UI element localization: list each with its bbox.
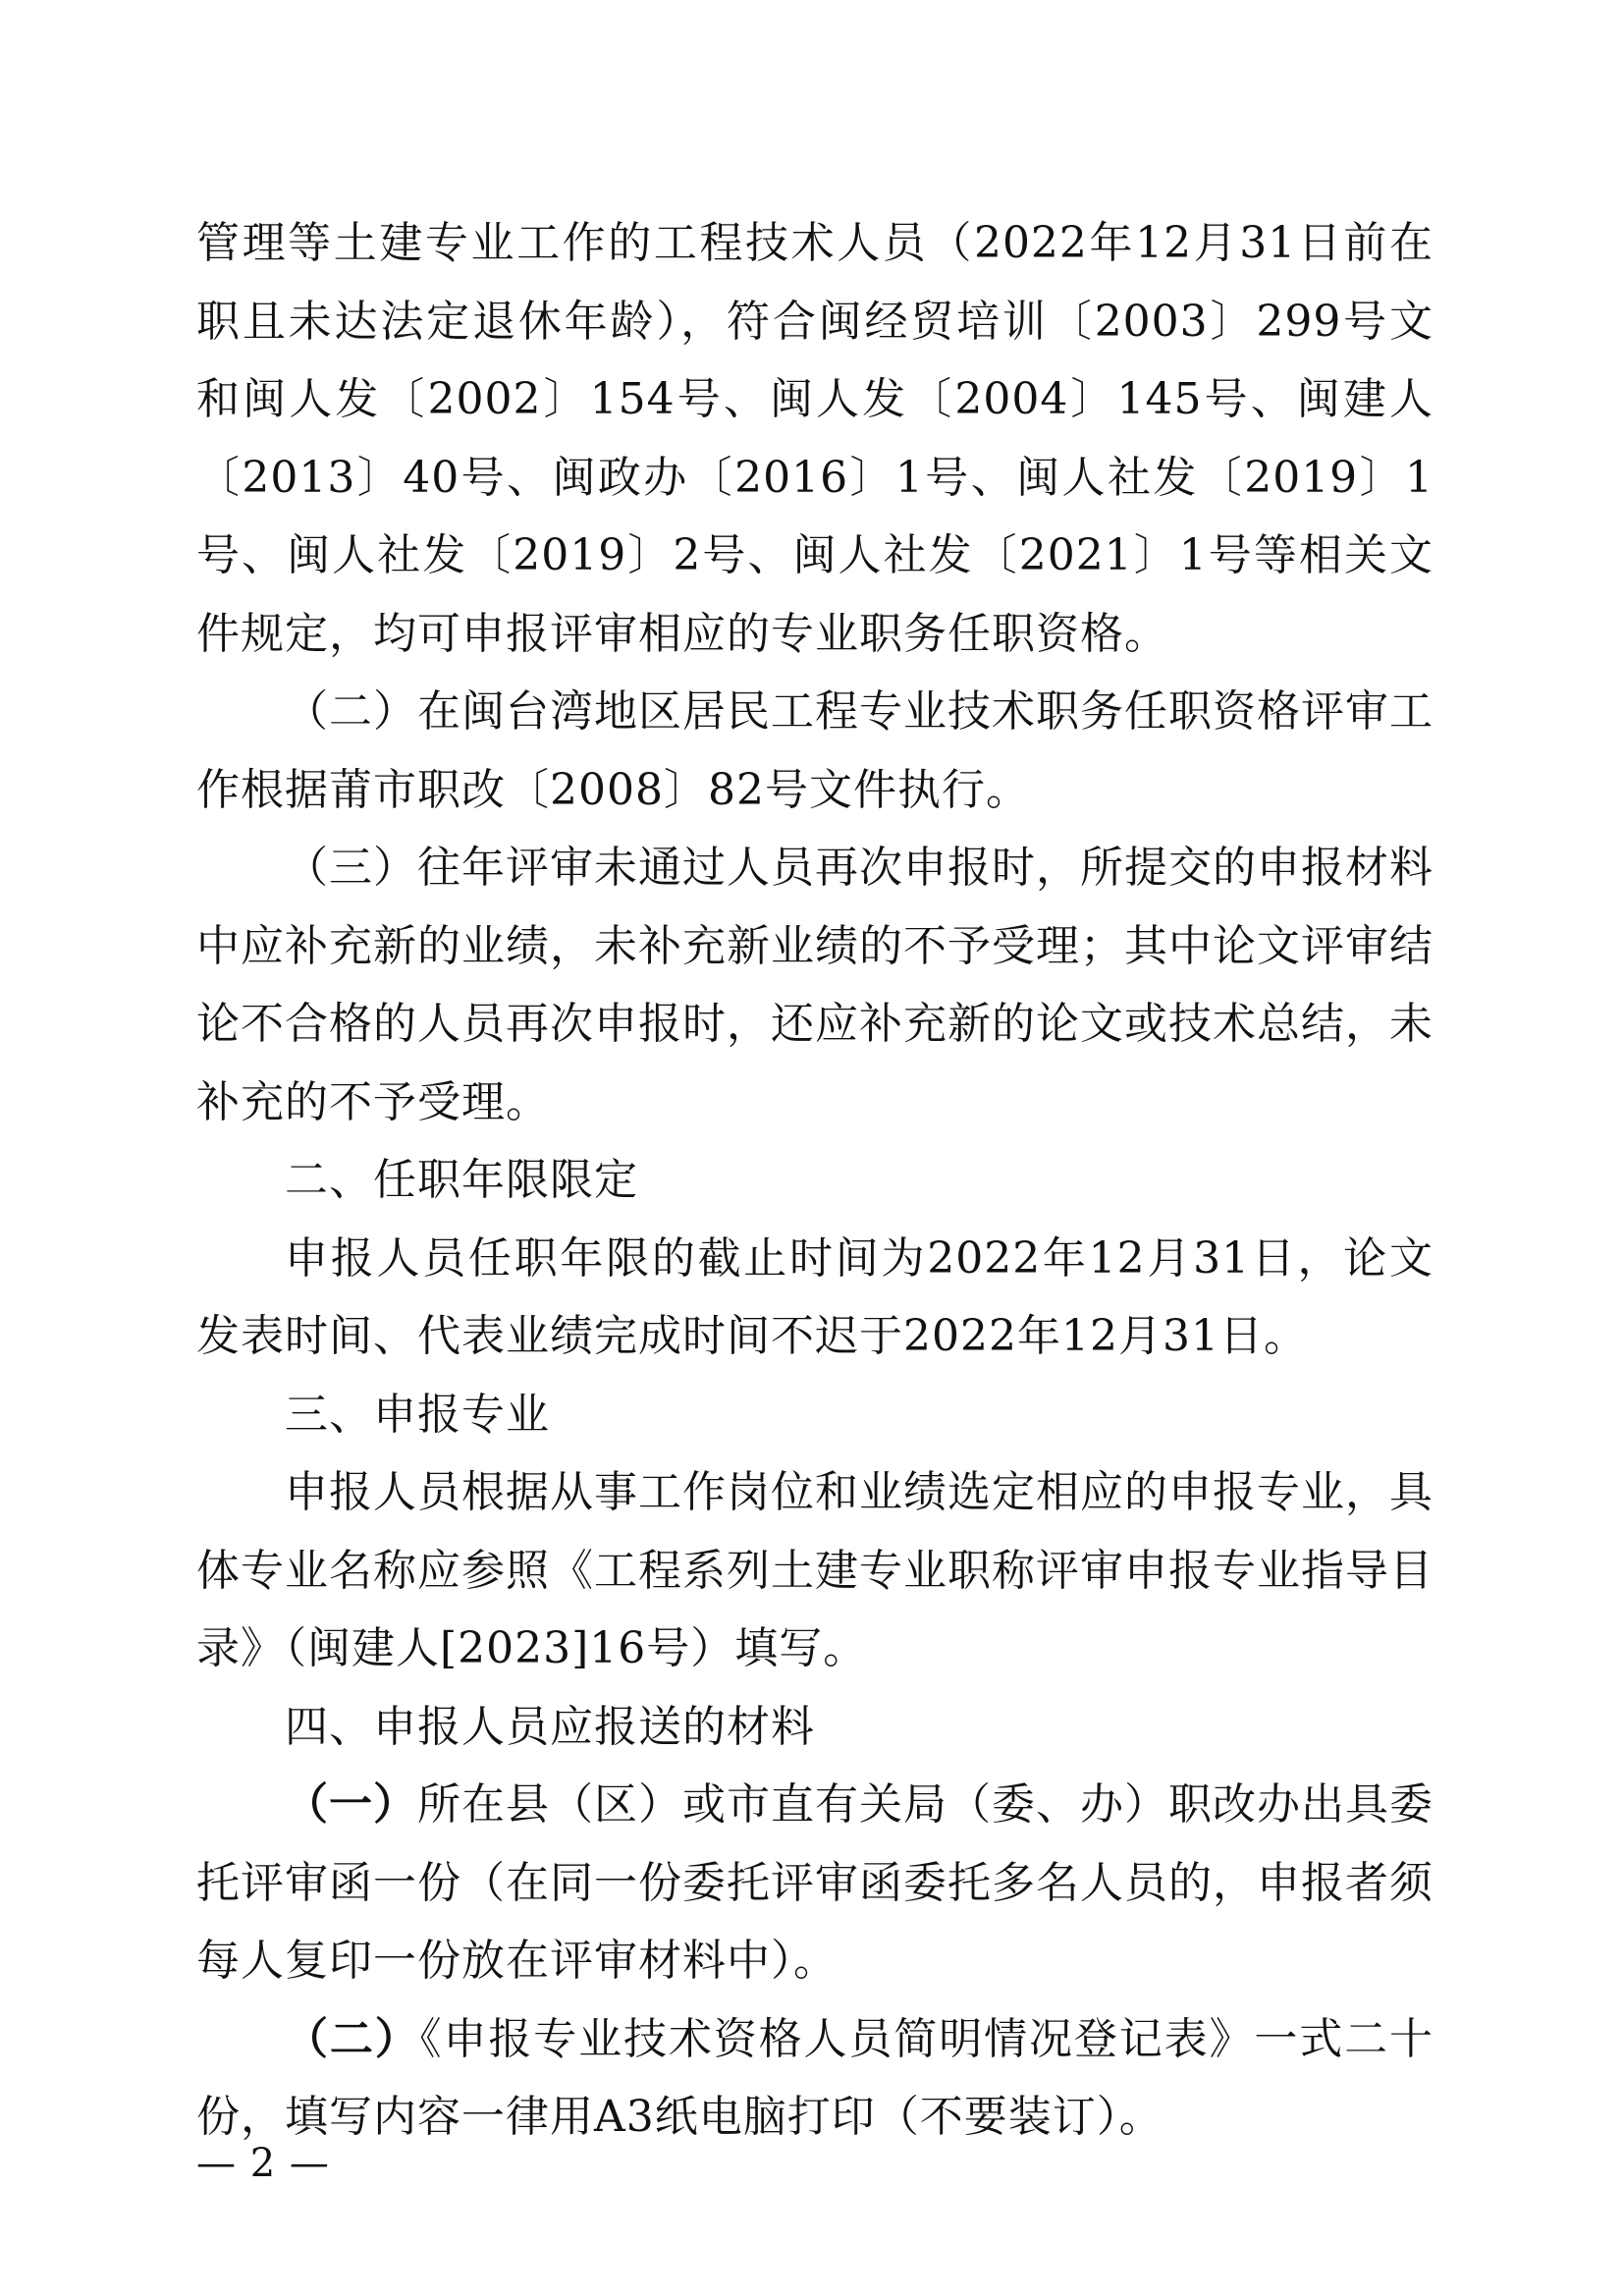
item-text: 《申报专业技术资格人员简明情况登记表》一式二十份，填写内容一律用A3纸电脑打印（不要装订）。 bbox=[196, 2013, 1434, 2142]
paragraph-materials-letter bbox=[196, 1766, 1434, 2000]
paragraph-materials-form bbox=[196, 2000, 1434, 2157]
section-heading-specialty: 三、申报专业 bbox=[285, 1389, 550, 1440]
item-marker: （二） bbox=[285, 2013, 420, 2064]
section-heading-materials: 四、申报人员应报送的材料 bbox=[285, 1701, 815, 1752]
paragraph-taiwan-residents: （二）在闽台湾地区居民工程专业技术职务任职资格评审工作根据莆市职改〔2008〕82号文件执行。 bbox=[196, 686, 1434, 815]
paragraph-tenure-deadline: 申报人员任职年限的截止时间为2022年12月31日，论文发表时间、代表业绩完成时间不迟于2022年12月31日。 bbox=[196, 1232, 1434, 1361]
document-body bbox=[196, 204, 1434, 2157]
page-number: — 2 — bbox=[196, 2141, 330, 2186]
paragraph-eligibility: 管理等土建专业工作的工程技术人员（2022年12月31日前在职且未达法定退休年龄），符合闽经贸培训〔2003〕299号文和闽人发〔2002〕154号、闽人发〔2004〕145号、闽建人〔2013〕40号、闽政办〔2016〕1号、闽人社发〔2019〕1号、闽人社发〔2019〕2号、闽人社发〔2021〕1号等相关文件规定，均可申报评审相应的专业职务任职资格。 bbox=[196, 218, 1434, 659]
paragraph-reapplication: （三）往年评审未通过人员再次申报时，所提交的申报材料中应补充新的业绩，未补充新业绩的不予受理；其中论文评审结论不合格的人员再次申报时，还应补充新的论文或技术总结，未补充的不予受理。 bbox=[196, 843, 1434, 1127]
section-heading-tenure: 二、任职年限限定 bbox=[285, 1155, 638, 1205]
item-marker: （一） bbox=[285, 1779, 417, 1830]
item-text: 所在县（区）或市直有关局（委、办）职改办出具委托评审函一份（在同一份委托评审函委托多名人员的，申报者须每人复印一份放在评审材料中）。 bbox=[196, 1779, 1434, 1986]
paragraph-specialty: 申报人员根据从事工作岗位和业绩选定相应的申报专业，具体专业名称应参照《工程系列土建专业职称评审申报专业指导目录》（闽建人[2023]16号）填写。 bbox=[196, 1467, 1434, 1673]
